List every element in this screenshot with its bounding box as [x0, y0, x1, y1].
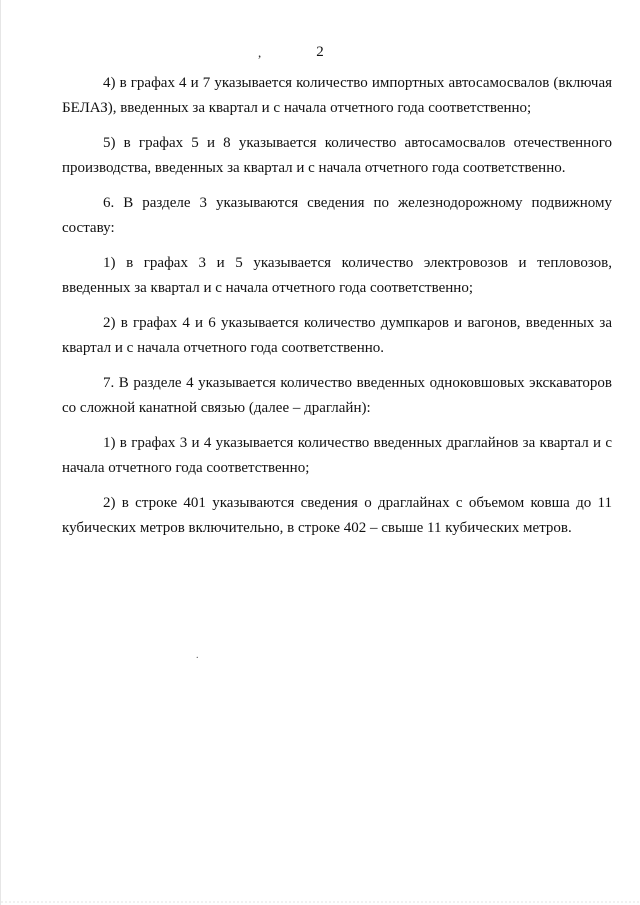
- scan-edge: [0, 0, 1, 905]
- page-number: 2: [316, 44, 324, 60]
- paragraph-item-4: 4) в графах 4 и 7 указывается количество импортных автосамосвалов (включая БЕЛАЗ), введенных за квартал и с начала отчетного года соответственно;: [62, 75, 612, 116]
- paragraph-section-4-item-1: 1) в графах 3 и 4 указывается количество введенных драглайнов за квартал и с начала отчетного года соответственно;: [62, 435, 612, 476]
- paragraph-section-4: 7. В разделе 4 указывается количество введенных одноковшовых экскаваторов со сложной канатной связью (далее – драглайн):: [62, 375, 612, 416]
- scan-mark: .: [196, 650, 199, 661]
- paragraph-section-3: 6. В разделе 3 указываются сведения по железнодорожному подвижному составу:: [62, 195, 612, 236]
- document-body: [62, 71, 612, 551]
- paragraph-section-4-item-2: 2) в строке 401 указываются сведения о драглайнах с объемом ковша до 11 кубических метров включительно, в строке 402 – свыше 11 кубических метров.: [62, 495, 612, 536]
- paragraph-section-3-item-2: 2) в графах 4 и 6 указывается количество думпкаров и вагонов, введенных за квартал и с начала отчетного года соответственно.: [62, 315, 612, 356]
- paragraph-section-3-item-1: 1) в графах 3 и 5 указывается количество электровозов и тепловозов, введенных за квартал и с начала отчетного года соответственно;: [62, 255, 612, 296]
- scan-bottom-edge: [0, 901, 640, 903]
- scan-mark: ,: [258, 45, 262, 60]
- paragraph-item-5: 5) в графах 5 и 8 указывается количество автосамосвалов отечественного производства, введенных за квартал и с начала отчетного года соответственно.: [62, 135, 612, 176]
